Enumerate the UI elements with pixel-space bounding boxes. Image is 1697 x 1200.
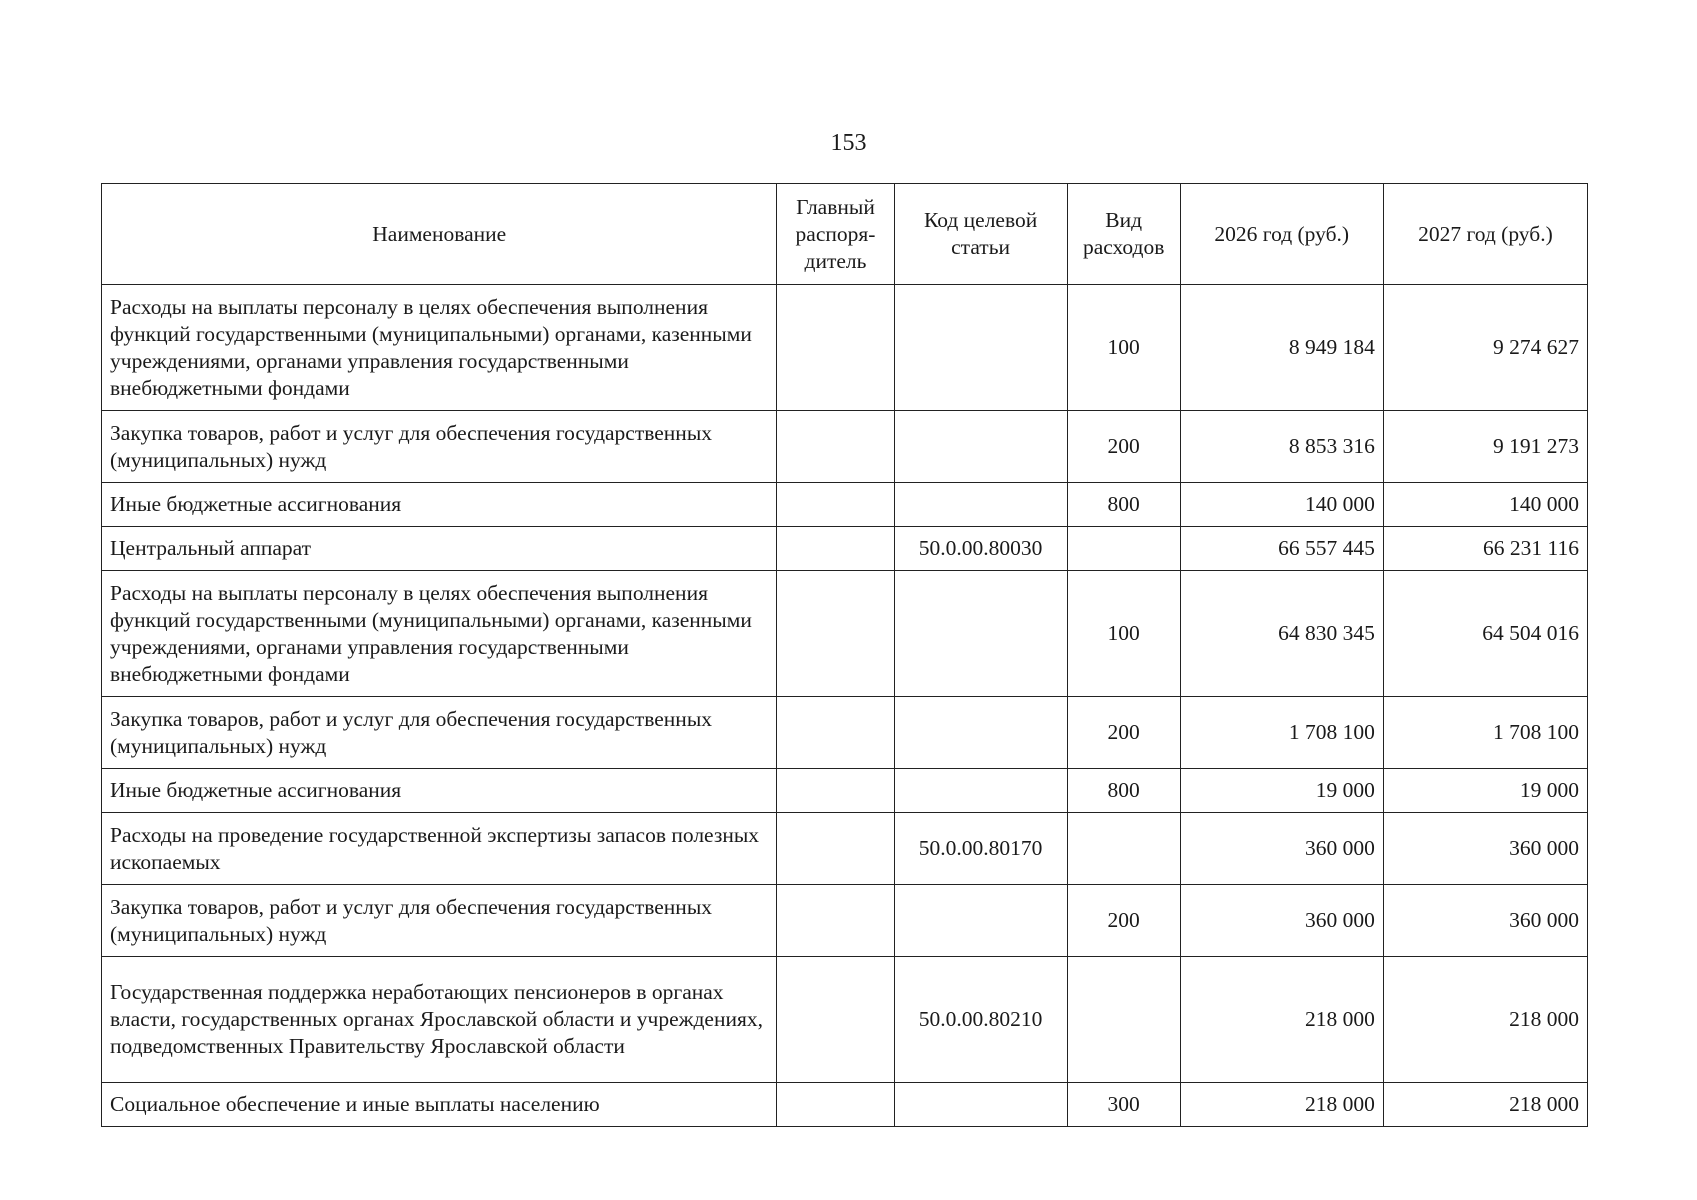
cell-code — [894, 411, 1067, 483]
cell-vid: 100 — [1067, 571, 1180, 697]
table-row — [102, 527, 1588, 571]
table-row — [102, 813, 1588, 885]
cell-2026: 218 000 — [1180, 957, 1383, 1083]
page-number: 153 — [830, 130, 867, 156]
cell-name: Социальное обеспечение и иные выплаты населению — [102, 1083, 777, 1127]
cell-2026: 8 949 184 — [1180, 285, 1383, 411]
cell-glavny — [777, 697, 894, 769]
cell-vid — [1067, 957, 1180, 1083]
cell-2027: 140 000 — [1383, 483, 1587, 527]
header-2027: 2027 год (руб.) — [1383, 184, 1587, 285]
cell-name: Расходы на проведение государственной экспертизы запасов полезных ископаемых — [102, 813, 777, 885]
cell-2027: 360 000 — [1383, 885, 1587, 957]
cell-2027: 66 231 116 — [1383, 527, 1587, 571]
cell-code — [894, 769, 1067, 813]
cell-vid: 300 — [1067, 1083, 1180, 1127]
table-row — [102, 571, 1588, 697]
header-glavny: Главный распоря-дитель — [777, 184, 894, 285]
cell-vid: 200 — [1067, 885, 1180, 957]
table-header-row — [102, 184, 1588, 285]
cell-glavny — [777, 885, 894, 957]
cell-name: Закупка товаров, работ и услуг для обеспечения государственных (муниципальных) нужд — [102, 885, 777, 957]
cell-code: 50.0.00.80170 — [894, 813, 1067, 885]
table-row — [102, 483, 1588, 527]
cell-code — [894, 483, 1067, 527]
header-2026: 2026 год (руб.) — [1180, 184, 1383, 285]
cell-2026: 360 000 — [1180, 885, 1383, 957]
cell-name: Закупка товаров, работ и услуг для обеспечения государственных (муниципальных) нужд — [102, 411, 777, 483]
cell-2026: 19 000 — [1180, 769, 1383, 813]
cell-glavny — [777, 527, 894, 571]
header-vid: Вид расходов — [1067, 184, 1180, 285]
cell-name: Государственная поддержка неработающих пенсионеров в органах власти, государственных органах Ярославской области и учреждениях, подведомственных Правительству Ярославской области — [102, 957, 777, 1083]
table-row — [102, 285, 1588, 411]
table-row — [102, 1083, 1588, 1127]
cell-vid: 200 — [1067, 411, 1180, 483]
cell-code: 50.0.00.80210 — [894, 957, 1067, 1083]
cell-2027: 360 000 — [1383, 813, 1587, 885]
cell-vid — [1067, 527, 1180, 571]
cell-code — [894, 697, 1067, 769]
cell-code — [894, 885, 1067, 957]
header-code: Код целевой статьи — [894, 184, 1067, 285]
table-row — [102, 957, 1588, 1083]
cell-glavny — [777, 1083, 894, 1127]
cell-name: Иные бюджетные ассигнования — [102, 483, 777, 527]
cell-code — [894, 285, 1067, 411]
cell-code: 50.0.00.80030 — [894, 527, 1067, 571]
cell-glavny — [777, 285, 894, 411]
table-row — [102, 697, 1588, 769]
cell-2027: 218 000 — [1383, 957, 1587, 1083]
cell-2027: 64 504 016 — [1383, 571, 1587, 697]
cell-vid: 200 — [1067, 697, 1180, 769]
cell-glavny — [777, 813, 894, 885]
cell-name: Расходы на выплаты персоналу в целях обеспечения выполнения функций государственными (муниципальными) органами, казенными учреждениями, органами управления государственными внебюджетными фондами — [102, 571, 777, 697]
cell-2026: 218 000 — [1180, 1083, 1383, 1127]
cell-name: Расходы на выплаты персоналу в целях обеспечения выполнения функций государственными (муниципальными) органами, казенными учреждениями, органами управления государственными внебюджетными фондами — [102, 285, 777, 411]
cell-vid: 100 — [1067, 285, 1180, 411]
cell-2026: 64 830 345 — [1180, 571, 1383, 697]
cell-name: Закупка товаров, работ и услуг для обеспечения государственных (муниципальных) нужд — [102, 697, 777, 769]
cell-2027: 9 274 627 — [1383, 285, 1587, 411]
cell-code — [894, 1083, 1067, 1127]
table-row — [102, 885, 1588, 957]
cell-2027: 1 708 100 — [1383, 697, 1587, 769]
cell-glavny — [777, 411, 894, 483]
cell-vid: 800 — [1067, 483, 1180, 527]
cell-2026: 140 000 — [1180, 483, 1383, 527]
cell-2027: 218 000 — [1383, 1083, 1587, 1127]
cell-vid: 800 — [1067, 769, 1180, 813]
table-row — [102, 411, 1588, 483]
cell-vid — [1067, 813, 1180, 885]
table-row — [102, 769, 1588, 813]
cell-glavny — [777, 483, 894, 527]
cell-glavny — [777, 769, 894, 813]
cell-glavny — [777, 957, 894, 1083]
header-name: Наименование — [102, 184, 777, 285]
cell-2026: 1 708 100 — [1180, 697, 1383, 769]
cell-2026: 360 000 — [1180, 813, 1383, 885]
cell-code — [894, 571, 1067, 697]
cell-2026: 8 853 316 — [1180, 411, 1383, 483]
cell-2027: 9 191 273 — [1383, 411, 1587, 483]
cell-2027: 19 000 — [1383, 769, 1587, 813]
cell-name: Центральный аппарат — [102, 527, 777, 571]
cell-2026: 66 557 445 — [1180, 527, 1383, 571]
cell-name: Иные бюджетные ассигнования — [102, 769, 777, 813]
budget-table — [101, 183, 1588, 1127]
cell-glavny — [777, 571, 894, 697]
